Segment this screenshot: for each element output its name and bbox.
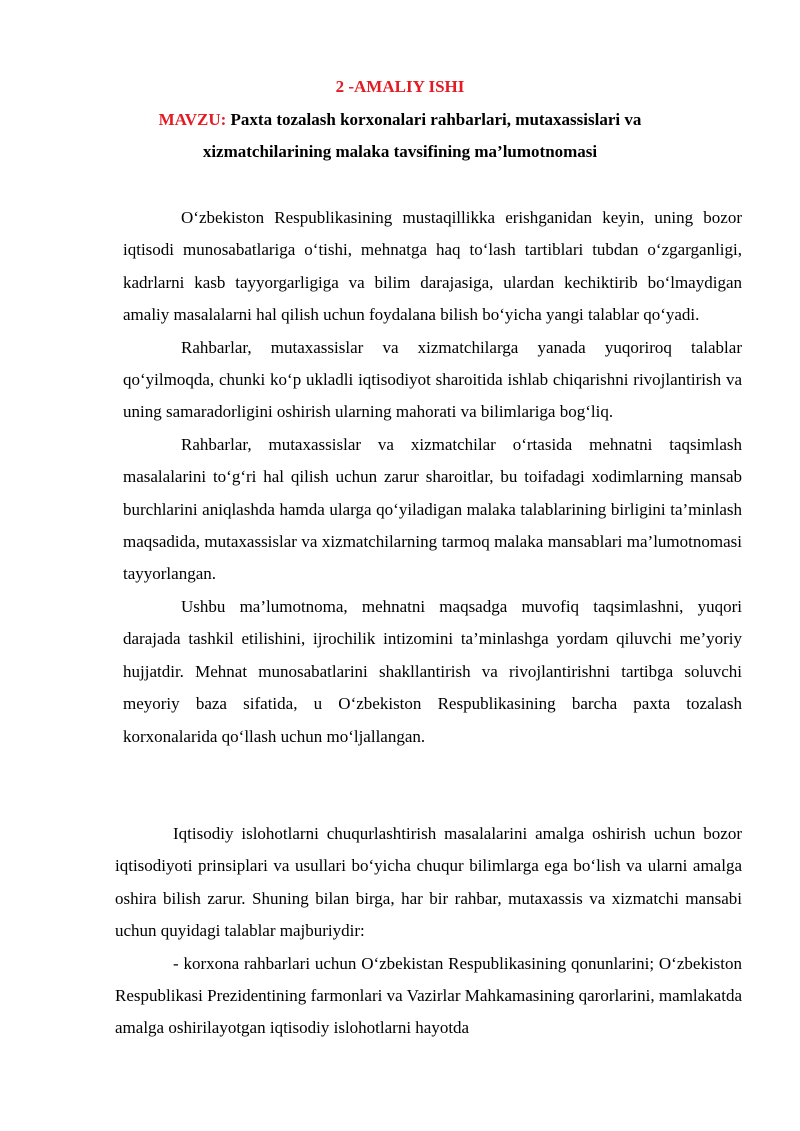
topic-heading xyxy=(100,104,700,168)
paragraph: Ushbu ma’lumotnoma, mehnatni maqsadga muvofiq taqsimlashni, yuqori darajada tashkil etilishini, ijrochilik intizomini ta’minlashga yordam qiluvchi me’yoriy hujjatdir. Mehnat munosabatlarini shakllantirish va rivojlantirishni tartibga soluvchi meyoriy baza sifatida, u O‘zbekiston Respublikasining barcha paxta tozalash korxonalarida qo‘llash uchun mo‘ljallangan. xyxy=(123,596,742,746)
heading-block xyxy=(100,76,700,168)
paragraph: Iqtisodiy islohotlarni chuqurlashtirish masalalarini amalga oshirish uchun bozor iqtisodiyoti prinsiplari va usullari bo‘yicha chuqur bilimlarga ega bo‘lish va ularni amalga oshira bilish zarur. Shuning bilan birga, har bir rahbar, mutaxassis va xizmatchi mansabi uchun quyidagi talablar majburiydir: xyxy=(115,824,742,941)
paragraph: O‘zbekiston Respublikasining mustaqillikka erishganidan keyin, uning bozor iqtisodi munosabatlariga o‘tishi, mehnatga haq to‘lash tartiblari tubdan o‘zgarganligi, kadrlarni kasb tayyorgarligiga va bilim darajasiga, ulardan kechiktirib bo‘lmaydigan amaliy masalalarni hal qilish uchun foydalana bilish bo‘yicha yangi talablar qo‘yadi. xyxy=(123,208,742,325)
intro-paragraphs xyxy=(123,202,742,753)
paragraph: Rahbarlar, mutaxassislar va xizmatchilar o‘rtasida mehnatni taqsimlash masalalarini to‘g‘ri hal qilish uchun zarur sharoitlar, bu toifadagi xodimlarning mansab burchlarini aniqlashda hamda ularga qo‘yiladigan malaka talablarining birligini ta’minlash maqsadida, mutaxassislar va xizmatchilarning tarmoq malaka mansablari ma’lumotnomasi tayyorlangan. xyxy=(123,434,742,584)
requirements-paragraphs xyxy=(115,818,742,1045)
work-title: 2 -AMALIY ISHI xyxy=(335,77,465,96)
paragraph: Rahbarlar, mutaxassislar va xizmatchilarga yanada yuqoriroq talablar qo‘yilmoqda, chunki ko‘p ukladli iqtisodiyot sharoitida ishlab chiqarishni rivojlantirish va uning samaradorligini oshirish ularning mahorati va bilimlariga bog‘liq. xyxy=(123,337,742,422)
topic-label: MAVZU: xyxy=(158,110,227,129)
topic-text: Paxta tozalash korxonalari rahbarlari, mutaxassislari va xizmatchilarining malaka tavsifining ma’lumotnomasi xyxy=(202,110,642,161)
list-item: - korxona rahbarlari uchun O‘zbekistan Respublikasining qonunlarini; O‘zbekiston Respublikasi Prezidentining farmonlari va Vazirlar Mahkamasining qarorlarini, mamlakatda amalga oshirilayotgan iqtisodiy islohotlarni hayotda xyxy=(115,953,742,1038)
